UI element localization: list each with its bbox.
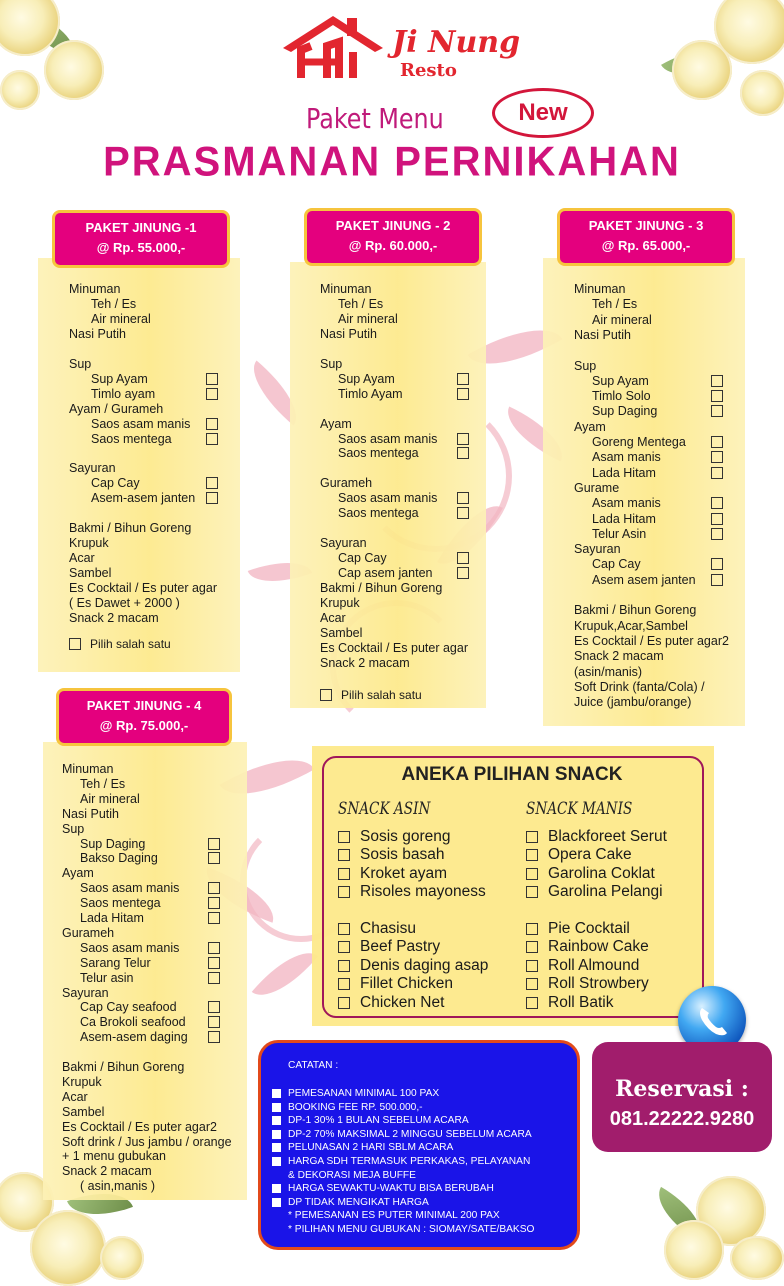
package-price: @ Rp. 75.000,- [99,718,189,733]
menu-item-checkbox[interactable] [208,1001,220,1013]
menu-item: Gurameh [62,925,115,940]
catatan-bullet-box [272,1143,281,1152]
menu-item-checkbox[interactable] [711,497,723,509]
menu-item: Saos asam manis [338,431,438,446]
page-title: PRASMANAN PERNIKAHAN [103,138,681,186]
snack-manis-item: Blackforeet Serut [548,828,667,845]
menu-item: Sup Ayam [91,371,148,386]
menu-item: Gurame [574,480,620,495]
menu-item: Sayuran [574,542,621,557]
brand-subtitle: Resto [400,60,457,81]
menu-item: Timlo Solo [592,389,651,404]
package-name: PAKET JINUNG - 2 [335,218,451,233]
menu-item: Asem asem janten [592,572,696,587]
menu-item: Ayam [320,416,352,431]
package-ribbon-4 [56,688,232,746]
menu-item: Snack 2 macam [320,655,410,670]
menu-item-checkbox[interactable] [206,433,218,445]
menu-item: Sup [69,356,92,371]
menu-item: Bakmi / Bihun Goreng [69,521,192,536]
menu-item: Asam manis [592,450,661,465]
menu-item: Sarang Telur [80,955,151,970]
snack-manis-checkbox[interactable] [526,997,538,1009]
catatan-title: CATATAN : [288,1060,339,1071]
menu-item: Timlo ayam [91,386,156,401]
catatan-item: PELUNASAN 2 HARI SBLM ACARA [288,1142,454,1154]
menu-item: Minuman [62,762,114,776]
menu-item-checkbox[interactable] [208,897,220,909]
menu-item-checkbox[interactable] [711,390,723,402]
new-badge: New [492,88,594,138]
package-price: @ Rp. 55.000,- [96,240,186,255]
package-name: PAKET JINUNG -1 [85,220,197,235]
menu-item: Lada Hitam [592,465,656,480]
menu-item-checkbox[interactable] [457,567,469,579]
snack-manis-checkbox[interactable] [526,831,538,843]
snack-manis-checkbox[interactable] [526,941,538,953]
menu-item: Soft drink / Jus jambu / orange [62,1134,232,1149]
menu-item-checkbox[interactable] [208,972,220,984]
package-ribbon-2 [304,208,482,266]
menu-item: Sup Ayam [338,371,395,386]
catatan-bullet-box [272,1198,281,1207]
menu-item-checkbox[interactable] [457,373,469,385]
menu-item-checkbox[interactable] [208,1016,220,1028]
menu-item-checkbox[interactable] [711,528,723,540]
menu-item: Acar [69,551,95,566]
menu-item: Teh / Es [91,296,137,311]
menu-item: Krupuk [320,595,360,610]
menu-item: Ca Brokoli seafood [80,1015,186,1030]
snack-title: ANEKA PILIHAN SNACK [401,764,623,785]
menu-item-checkbox[interactable] [206,418,218,430]
menu-item-checkbox[interactable] [208,882,220,894]
house-logo-icon [283,12,383,82]
menu-item: Saos mentega [338,446,419,461]
menu-item-checkbox[interactable] [711,467,723,479]
catatan-item: * PEMESANAN ES PUTER MINIMAL 200 PAX [288,1210,500,1222]
menu-item: Cap Cay [338,551,387,566]
menu-item: Cap asem janten [338,566,433,581]
menu-item: Krupuk [69,536,109,551]
snack-asin-heading: SNACK ASIN [338,799,431,819]
reservasi-phone[interactable]: 081.22222.9280 [609,1108,755,1130]
snack-asin-checkbox[interactable] [338,941,350,953]
menu-item: Saos mentega [91,431,172,446]
snack-asin-checkbox[interactable] [338,886,350,898]
package-price: @ Rp. 60.000,- [348,238,438,253]
catatan-item: HARGA SDH TERMASUK PERKAKAS, PELAYANAN [288,1156,531,1167]
menu-item: Krupuk [62,1074,102,1089]
menu-item: Teh / Es [592,297,638,312]
snack-asin-item: Chasisu [360,920,416,937]
menu-item: Acar [320,610,346,625]
snack-asin-item: Beef Pastry [360,938,441,956]
menu-item: Lada Hitam [592,511,656,526]
menu-item: (asin/manis) [574,664,643,679]
menu-item: Sambel [62,1104,105,1119]
menu-item: Minuman [69,282,121,296]
catatan-bullet-box [272,1116,281,1125]
menu-item: Saos mentega [80,896,161,911]
menu-item: Es Cocktail / Es puter agar2 [62,1119,217,1134]
snack-manis-item: Rainbow Cake [548,938,649,956]
snack-asin-checkbox[interactable] [338,868,350,880]
menu-item: Sambel [69,566,112,581]
snack-manis-item: Pie Cocktail [548,920,630,937]
menu-item: Cap Cay [592,557,641,572]
menu-item: Snack 2 macam [62,1164,152,1179]
catatan-bullet-box [272,1089,281,1098]
menu-item: Air mineral [338,311,398,326]
menu-item: Juice (jambu/orange) [574,695,692,710]
catatan-bullet-box [272,1184,281,1193]
menu-item-checkbox[interactable] [711,375,723,387]
snack-asin-checkbox[interactable] [338,923,350,935]
menu-item-checkbox[interactable] [206,388,218,400]
menu-item: Sayuran [62,985,109,1000]
snack-asin-checkbox[interactable] [338,849,350,861]
snack-asin-checkbox[interactable] [338,960,350,972]
catatan-item: BOOKING FEE RP. 500.000,- [288,1101,423,1113]
menu-item: Saos mentega [338,506,419,521]
snack-manis-checkbox[interactable] [526,868,538,880]
menu-item-checkbox[interactable] [711,451,723,463]
menu-item-checkbox[interactable] [208,1031,220,1043]
snack-asin-item: Chicken Net [360,993,445,1011]
menu-item: Saos asam manis [80,940,180,955]
snack-manis-item: Roll Batik [548,993,614,1011]
choose-one-note: Pilih salah satu [341,688,422,702]
menu-item: Sup [320,356,343,371]
menu-item-checkbox[interactable] [457,433,469,445]
package-price: @ Rp. 65.000,- [601,238,691,253]
menu-item: Sup [62,821,85,836]
snack-manis-item: Garolina Pelangi [548,883,663,901]
menu-item: Krupuk,Acar,Sambel [574,618,688,633]
menu-item: Lada Hitam [80,911,144,925]
catatan-item: DP-1 30% 1 BULAN SEBELUM ACARA [288,1115,469,1127]
menu-item: Air mineral [80,791,140,806]
menu-item: Minuman [320,282,372,296]
menu-item: Sup [574,358,597,373]
menu-item: Sup Daging [592,404,658,419]
catatan-item: & DEKORASI MEJA BUFFE [288,1169,416,1181]
menu-item-checkbox[interactable] [206,373,218,385]
package-name: PAKET JINUNG - 4 [86,698,202,713]
catatan-bullet-box [272,1157,281,1166]
menu-item: Soft Drink (fanta/Cola) / [574,679,705,694]
menu-item: Air mineral [592,312,652,327]
menu-item: Timlo Ayam [338,386,403,401]
menu-item-checkbox[interactable] [711,558,723,570]
menu-item: Air mineral [91,311,151,326]
menu-item-checkbox[interactable] [457,388,469,400]
menu-item: Nasi Putih [69,326,126,341]
menu-item: Sup Ayam [592,373,649,388]
menu-item: Es Cocktail / Es puter agar2 [574,633,729,648]
snack-manis-item: Roll Almound [548,956,640,974]
menu-item: ( asin,manis ) [80,1179,156,1194]
catatan-item: HARGA SEWAKTU-WAKTU BISA BERUBAH [288,1183,494,1195]
menu-item: Goreng Mentega [592,435,686,449]
reservasi-label: Reservasi : [615,1076,749,1102]
menu-item: Cap Cay seafood [80,1000,177,1015]
menu-item: Sayuran [69,461,116,476]
catatan-bullet-box [272,1103,281,1112]
menu-item: Asem-asem janten [91,491,196,506]
menu-item: Teh / Es [338,296,384,311]
snack-manis-checkbox[interactable] [526,978,538,990]
snack-manis-heading: SNACK MANIS [526,799,633,819]
menu-item: ( Es Dawet + 2000 ) [69,595,180,610]
menu-item: Nasi Putih [62,806,119,821]
menu-item: Bakmi / Bihun Goreng [62,1060,185,1074]
snack-asin-item: Risoles mayoness [360,883,486,901]
package-ribbon-1 [52,210,230,268]
menu-item-checkbox[interactable] [206,477,218,489]
menu-item-checkbox[interactable] [711,513,723,525]
menu-item-checkbox[interactable] [208,957,220,969]
menu-item: Acar [62,1089,88,1104]
menu-item: Snack 2 macam [574,649,664,664]
menu-item-checkbox[interactable] [208,852,220,864]
choose-one-note: Pilih salah satu [90,637,171,651]
menu-item: Sambel [320,625,363,640]
menu-item: Saos asam manis [91,416,191,431]
snack-manis-item: Opera Cake [548,846,632,864]
menu-item: Ayam [574,419,606,434]
catatan-item: PEMESANAN MINIMAL 100 PAX [288,1088,440,1099]
package-name: PAKET JINUNG - 3 [588,218,704,233]
menu-item: Telur asin [80,970,134,985]
snack-asin-item: Denis daging asap [360,956,489,974]
snack-asin-checkbox[interactable] [338,831,350,843]
choose-one-checkbox[interactable] [320,689,332,701]
snack-manis-checkbox[interactable] [526,960,538,972]
menu-item: Saos asam manis [338,491,438,506]
menu-item-checkbox[interactable] [457,552,469,564]
menu-item: Cap Cay [91,476,140,491]
menu-item: Snack 2 macam [69,610,159,625]
menu-item: Asem-asem daging [80,1030,188,1045]
snack-asin-checkbox[interactable] [338,978,350,990]
snack-manis-item: Roll Strowbery [548,975,649,993]
menu-item: Asam manis [592,496,661,511]
menu-item: Ayam [62,866,94,881]
menu-item: Sup Daging [80,836,146,851]
menu-item-checkbox[interactable] [206,492,218,504]
paket-menu-heading: Paket Menu [306,102,444,135]
menu-item: + 1 menu gubukan [62,1149,166,1164]
menu-item: Saos asam manis [80,881,180,896]
snack-asin-checkbox[interactable] [338,997,350,1009]
catatan-bullet-box [272,1130,281,1139]
menu-item-checkbox[interactable] [711,405,723,417]
menu-item-checkbox[interactable] [208,912,220,924]
catatan-item: DP TIDAK MENGIKAT HARGA [288,1196,429,1208]
snack-asin-item: Fillet Chicken [360,975,454,993]
menu-item: Bakmi / Bihun Goreng [574,603,697,618]
snack-asin-item: Kroket ayam [360,864,448,882]
menu-item: Es Cocktail / Es puter agar [320,640,468,655]
snack-manis-checkbox[interactable] [526,849,538,861]
brand-name: Ji Nung [392,25,521,60]
catatan-item: DP-2 70% MAKSIMAL 2 MINGGU SEBELUM ACARA [288,1128,532,1140]
snack-manis-item: Garolina Coklat [548,864,655,882]
catatan-item: * PILIHAN MENU GUBUKAN : SIOMAY/SATE/BAKSO [288,1224,535,1235]
menu-item: Nasi Putih [320,326,377,341]
menu-item-checkbox[interactable] [711,436,723,448]
snack-manis-checkbox[interactable] [526,886,538,898]
menu-item: Es Cocktail / Es puter agar [69,581,217,595]
menu-item: Gurameh [320,476,373,491]
menu-item: Ayam / Gurameh [69,401,164,416]
snack-asin-item: Sosis basah [360,846,445,864]
menu-item-checkbox[interactable] [457,492,469,504]
menu-item: Minuman [574,282,626,296]
menu-item-checkbox[interactable] [457,447,469,459]
menu-item: Nasi Putih [574,327,631,342]
snack-manis-checkbox[interactable] [526,923,538,935]
menu-item: Bakmi / Bihun Goreng [320,581,443,595]
package-ribbon-3 [557,208,735,266]
menu-item: Teh / Es [80,776,126,791]
menu-item-checkbox[interactable] [711,574,723,586]
snack-asin-item: Sosis goreng [360,828,451,845]
menu-item: Bakso Daging [80,851,158,866]
menu-item-checkbox[interactable] [208,838,220,850]
menu-item: Telur Asin [592,526,647,541]
menu-item: Sayuran [320,536,367,551]
menu-item-checkbox[interactable] [208,942,220,954]
choose-one-checkbox[interactable] [69,638,81,650]
menu-item-checkbox[interactable] [457,507,469,519]
